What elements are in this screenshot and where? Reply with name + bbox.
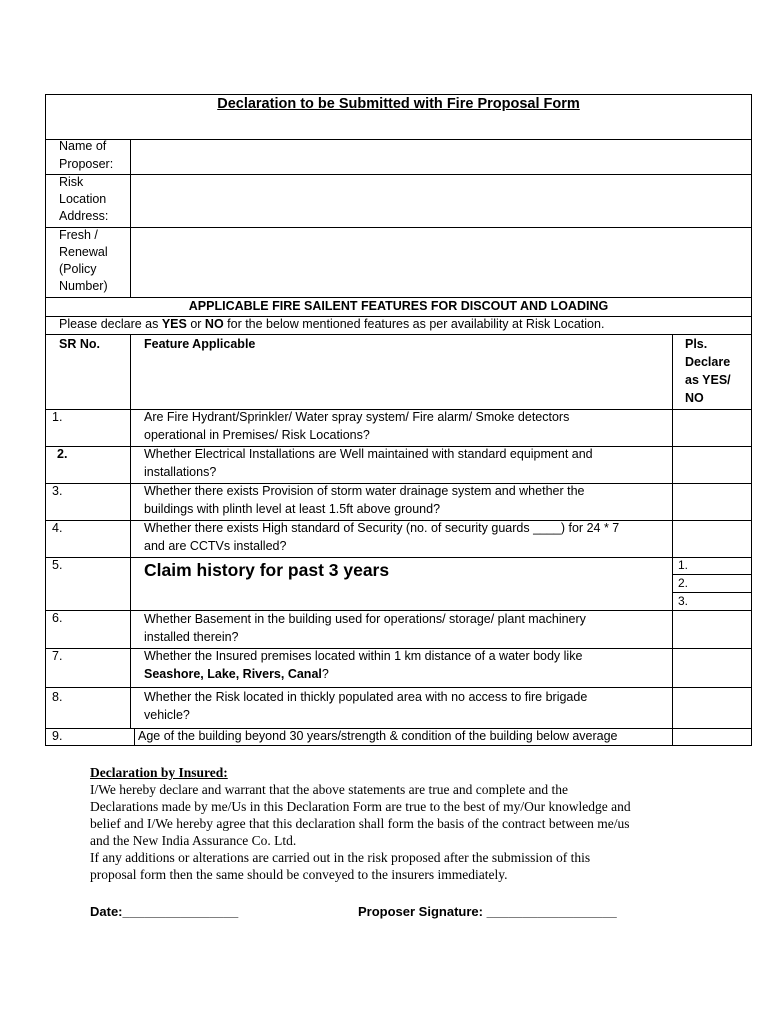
declaration-line: If any additions or alterations are carried out in the risk proposed after the submission of this xyxy=(90,850,591,865)
claim-year-3-label: 3. xyxy=(678,594,689,608)
date-field[interactable]: Date:________________ xyxy=(90,904,239,919)
declaration-line: Declarations made by me/Us in this Declaration Form are true to the best of my/Our knowledge and xyxy=(90,799,631,814)
row-feature-text: Whether there exists Provision of storm water drainage system and whether the xyxy=(144,484,585,498)
row-declare-cell[interactable] xyxy=(673,447,751,483)
row-feature-text: Whether the Insured premises located within 1 km distance of a water body like xyxy=(144,649,583,663)
row-declare-cell[interactable] xyxy=(673,484,751,520)
declaration-line: and the New India Assurance Co. Ltd. xyxy=(90,833,297,848)
feature-applicable-header: Feature Applicable xyxy=(144,337,256,351)
row-sr-number: 9. xyxy=(52,729,63,743)
row-feature-text: Whether Electrical Installations are Well maintained with standard equipment and xyxy=(144,447,593,461)
claim-year-2-label: 2. xyxy=(678,576,689,590)
row-feature-text: Seashore, Lake, Rivers, Canal? xyxy=(144,667,329,681)
proposer-signature-field[interactable]: Proposer Signature: __________________ xyxy=(358,904,617,919)
row-declare-cell[interactable] xyxy=(673,611,751,648)
row-feature-text: buildings with plinth level at least 1.5ft above ground? xyxy=(144,502,441,516)
row-feature-text: vehicle? xyxy=(144,708,190,722)
row-sr-number: 4. xyxy=(52,521,63,535)
claim-year-1-label: 1. xyxy=(678,558,689,572)
row-declare-cell[interactable] xyxy=(673,688,751,728)
row-feature-text: Whether Basement in the building used for operations/ storage/ plant machinery xyxy=(144,612,586,626)
water-bodies-text: Seashore, Lake, Rivers, Canal xyxy=(144,667,322,681)
declaration-line: proposal form then the same should be conveyed to the insurers immediately. xyxy=(90,867,508,882)
row-sr-number: 7. xyxy=(52,649,63,663)
field-label: Location xyxy=(59,192,107,206)
field-label: Fresh / xyxy=(59,228,98,242)
sr-no-header: SR No. xyxy=(59,337,100,351)
yes-keyword: YES xyxy=(161,317,187,331)
no-keyword: NO xyxy=(204,317,224,331)
field-label: Number) xyxy=(59,279,108,293)
row-feature-text: Whether there exists High standard of Security (no. of security guards ____) for 24 * 7 xyxy=(144,521,620,535)
field-label: Proposer: xyxy=(59,157,114,171)
section-heading: APPLICABLE FIRE SAILENT FEATURES FOR DISCOUT AND LOADING xyxy=(188,299,609,313)
declaration-line: belief and I/We hereby agree that this declaration shall form the basis of the contract between me/us xyxy=(90,816,630,831)
form-title: Declaration to be Submitted with Fire Proposal Form xyxy=(217,96,580,112)
field-label: (Policy xyxy=(59,262,97,276)
field-label: Renewal xyxy=(59,245,108,259)
declaration-line: I/We hereby declare and warrant that the above statements are true and complete and the xyxy=(90,782,568,797)
row-feature-text: Are Fire Hydrant/Sprinkler/ Water spray system/ Fire alarm/ Smoke detectors xyxy=(144,410,570,424)
row-sr-number: 6. xyxy=(52,611,63,625)
field-label: Address: xyxy=(59,209,109,223)
row-sr-number: 8. xyxy=(52,690,63,704)
row-feature-text: and are CCTVs installed? xyxy=(144,539,287,553)
instruction-text: Please declare as YES or NO for the below mentioned features as per availability at Risk Location. xyxy=(59,317,605,331)
row-declare-cell[interactable] xyxy=(673,521,751,557)
row-declare-cell[interactable] xyxy=(673,649,751,687)
claim-history-text: Claim history for past 3 years xyxy=(144,560,390,580)
row-feature-text: installed therein? xyxy=(144,630,239,644)
row-sr-number: 1. xyxy=(52,410,63,424)
row-feature-text: Age of the building beyond 30 years/strength & condition of the building below average xyxy=(138,729,618,743)
row-feature-text: operational in Premises/ Risk Locations? xyxy=(144,428,370,442)
row-declare-cell[interactable] xyxy=(673,410,751,446)
row-sr-number: 2. xyxy=(57,447,68,461)
field-label: Name of xyxy=(59,139,107,153)
declaration-heading: Declaration by Insured: xyxy=(90,765,228,780)
field-label: Risk xyxy=(59,175,84,189)
row-feature-text: installations? xyxy=(144,465,217,479)
row-sr-number: 3. xyxy=(52,484,63,498)
row-declare-cell[interactable] xyxy=(673,729,751,745)
row-sr-number: 5. xyxy=(52,558,63,572)
row-feature-text: Whether the Risk located in thickly populated area with no access to fire brigade xyxy=(144,690,588,704)
